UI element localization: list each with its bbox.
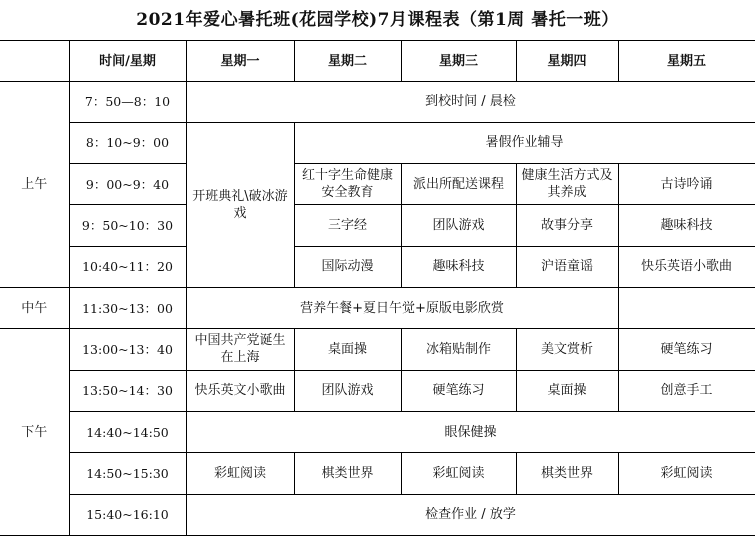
table-row bbox=[0, 287, 755, 328]
course-cell: 趣味科技 bbox=[618, 205, 755, 246]
time-cell: 15:40~16:10 bbox=[69, 494, 186, 535]
page-title: 2021年爱心暑托班(花园学校)7月课程表（第1周 暑托一班） bbox=[136, 10, 619, 30]
course-cell: 沪语童谣 bbox=[516, 246, 618, 287]
time-cell: 9：00~9：40 bbox=[69, 163, 186, 204]
course-cell: 彩虹阅读 bbox=[186, 453, 294, 494]
activity-cell: 到校时间 / 晨检 bbox=[186, 82, 755, 122]
table-row bbox=[0, 411, 755, 452]
course-cell: 红十字生命健康安全教育 bbox=[294, 163, 401, 204]
activity-cell: 暑假作业辅导 bbox=[294, 122, 755, 163]
table-row bbox=[0, 453, 755, 494]
time-cell: 13:00~13：40 bbox=[69, 329, 186, 370]
time-cell: 10:40~11：20 bbox=[69, 246, 186, 287]
course-cell: 国际动漫 bbox=[294, 246, 401, 287]
course-cell: 棋类世界 bbox=[516, 453, 618, 494]
table-row bbox=[0, 82, 755, 122]
course-cell: 团队游戏 bbox=[401, 205, 516, 246]
activity-cell: 眼保健操 bbox=[186, 411, 755, 452]
header-tuesday: 星期二 bbox=[294, 41, 401, 82]
course-cell: 彩虹阅读 bbox=[618, 453, 755, 494]
course-cell: 快乐英语小歌曲 bbox=[618, 246, 755, 287]
header-monday: 星期一 bbox=[186, 41, 294, 82]
empty-cell bbox=[618, 287, 755, 328]
period-noon: 中午 bbox=[0, 287, 69, 328]
course-cell: 健康生活方式及其养成 bbox=[516, 163, 618, 204]
course-cell: 创意手工 bbox=[618, 370, 755, 411]
course-cell: 美文赏析 bbox=[516, 329, 618, 370]
header-time-day: 时间/星期 bbox=[69, 41, 186, 82]
course-cell: 派出所配送课程 bbox=[401, 163, 516, 204]
table-row bbox=[0, 122, 755, 163]
course-cell: 棋类世界 bbox=[294, 453, 401, 494]
corner-cell bbox=[0, 41, 69, 82]
table-row bbox=[0, 494, 755, 535]
table-row bbox=[0, 246, 755, 287]
header-friday: 星期五 bbox=[618, 41, 755, 82]
course-cell: 中国共产党诞生在上海 bbox=[186, 329, 294, 370]
course-cell: 彩虹阅读 bbox=[401, 453, 516, 494]
table-row bbox=[0, 329, 755, 370]
period-morning: 上午 bbox=[0, 82, 69, 288]
table-row bbox=[0, 163, 755, 204]
time-cell: 14:40~14:50 bbox=[69, 411, 186, 452]
course-cell: 故事分享 bbox=[516, 205, 618, 246]
schedule-table bbox=[0, 40, 755, 536]
header-thursday: 星期四 bbox=[516, 41, 618, 82]
monday-morning-cell: 开班典礼\破冰游戏 bbox=[186, 122, 294, 287]
course-cell: 团队游戏 bbox=[294, 370, 401, 411]
table-row bbox=[0, 205, 755, 246]
course-cell: 古诗吟诵 bbox=[618, 163, 755, 204]
table-row bbox=[0, 370, 755, 411]
time-cell: 14:50~15:30 bbox=[69, 453, 186, 494]
time-cell: 9：50~10：30 bbox=[69, 205, 186, 246]
course-cell: 桌面操 bbox=[516, 370, 618, 411]
time-cell: 8：10~9：00 bbox=[69, 122, 186, 163]
header-row bbox=[0, 41, 755, 82]
course-cell: 硬笔练习 bbox=[401, 370, 516, 411]
time-cell: 7：50—8：10 bbox=[69, 82, 186, 122]
course-cell: 硬笔练习 bbox=[618, 329, 755, 370]
activity-cell: 检查作业 / 放学 bbox=[186, 494, 755, 535]
time-cell: 11:30~13：00 bbox=[69, 287, 186, 328]
course-cell: 三字经 bbox=[294, 205, 401, 246]
activity-cell: 营养午餐+夏日午觉+原版电影欣赏 bbox=[186, 287, 618, 328]
course-cell: 冰箱贴制作 bbox=[401, 329, 516, 370]
period-afternoon: 下午 bbox=[0, 329, 69, 536]
time-cell: 13:50~14：30 bbox=[69, 370, 186, 411]
course-cell: 快乐英文小歌曲 bbox=[186, 370, 294, 411]
course-cell: 桌面操 bbox=[294, 329, 401, 370]
course-cell: 趣味科技 bbox=[401, 246, 516, 287]
header-wednesday: 星期三 bbox=[401, 41, 516, 82]
